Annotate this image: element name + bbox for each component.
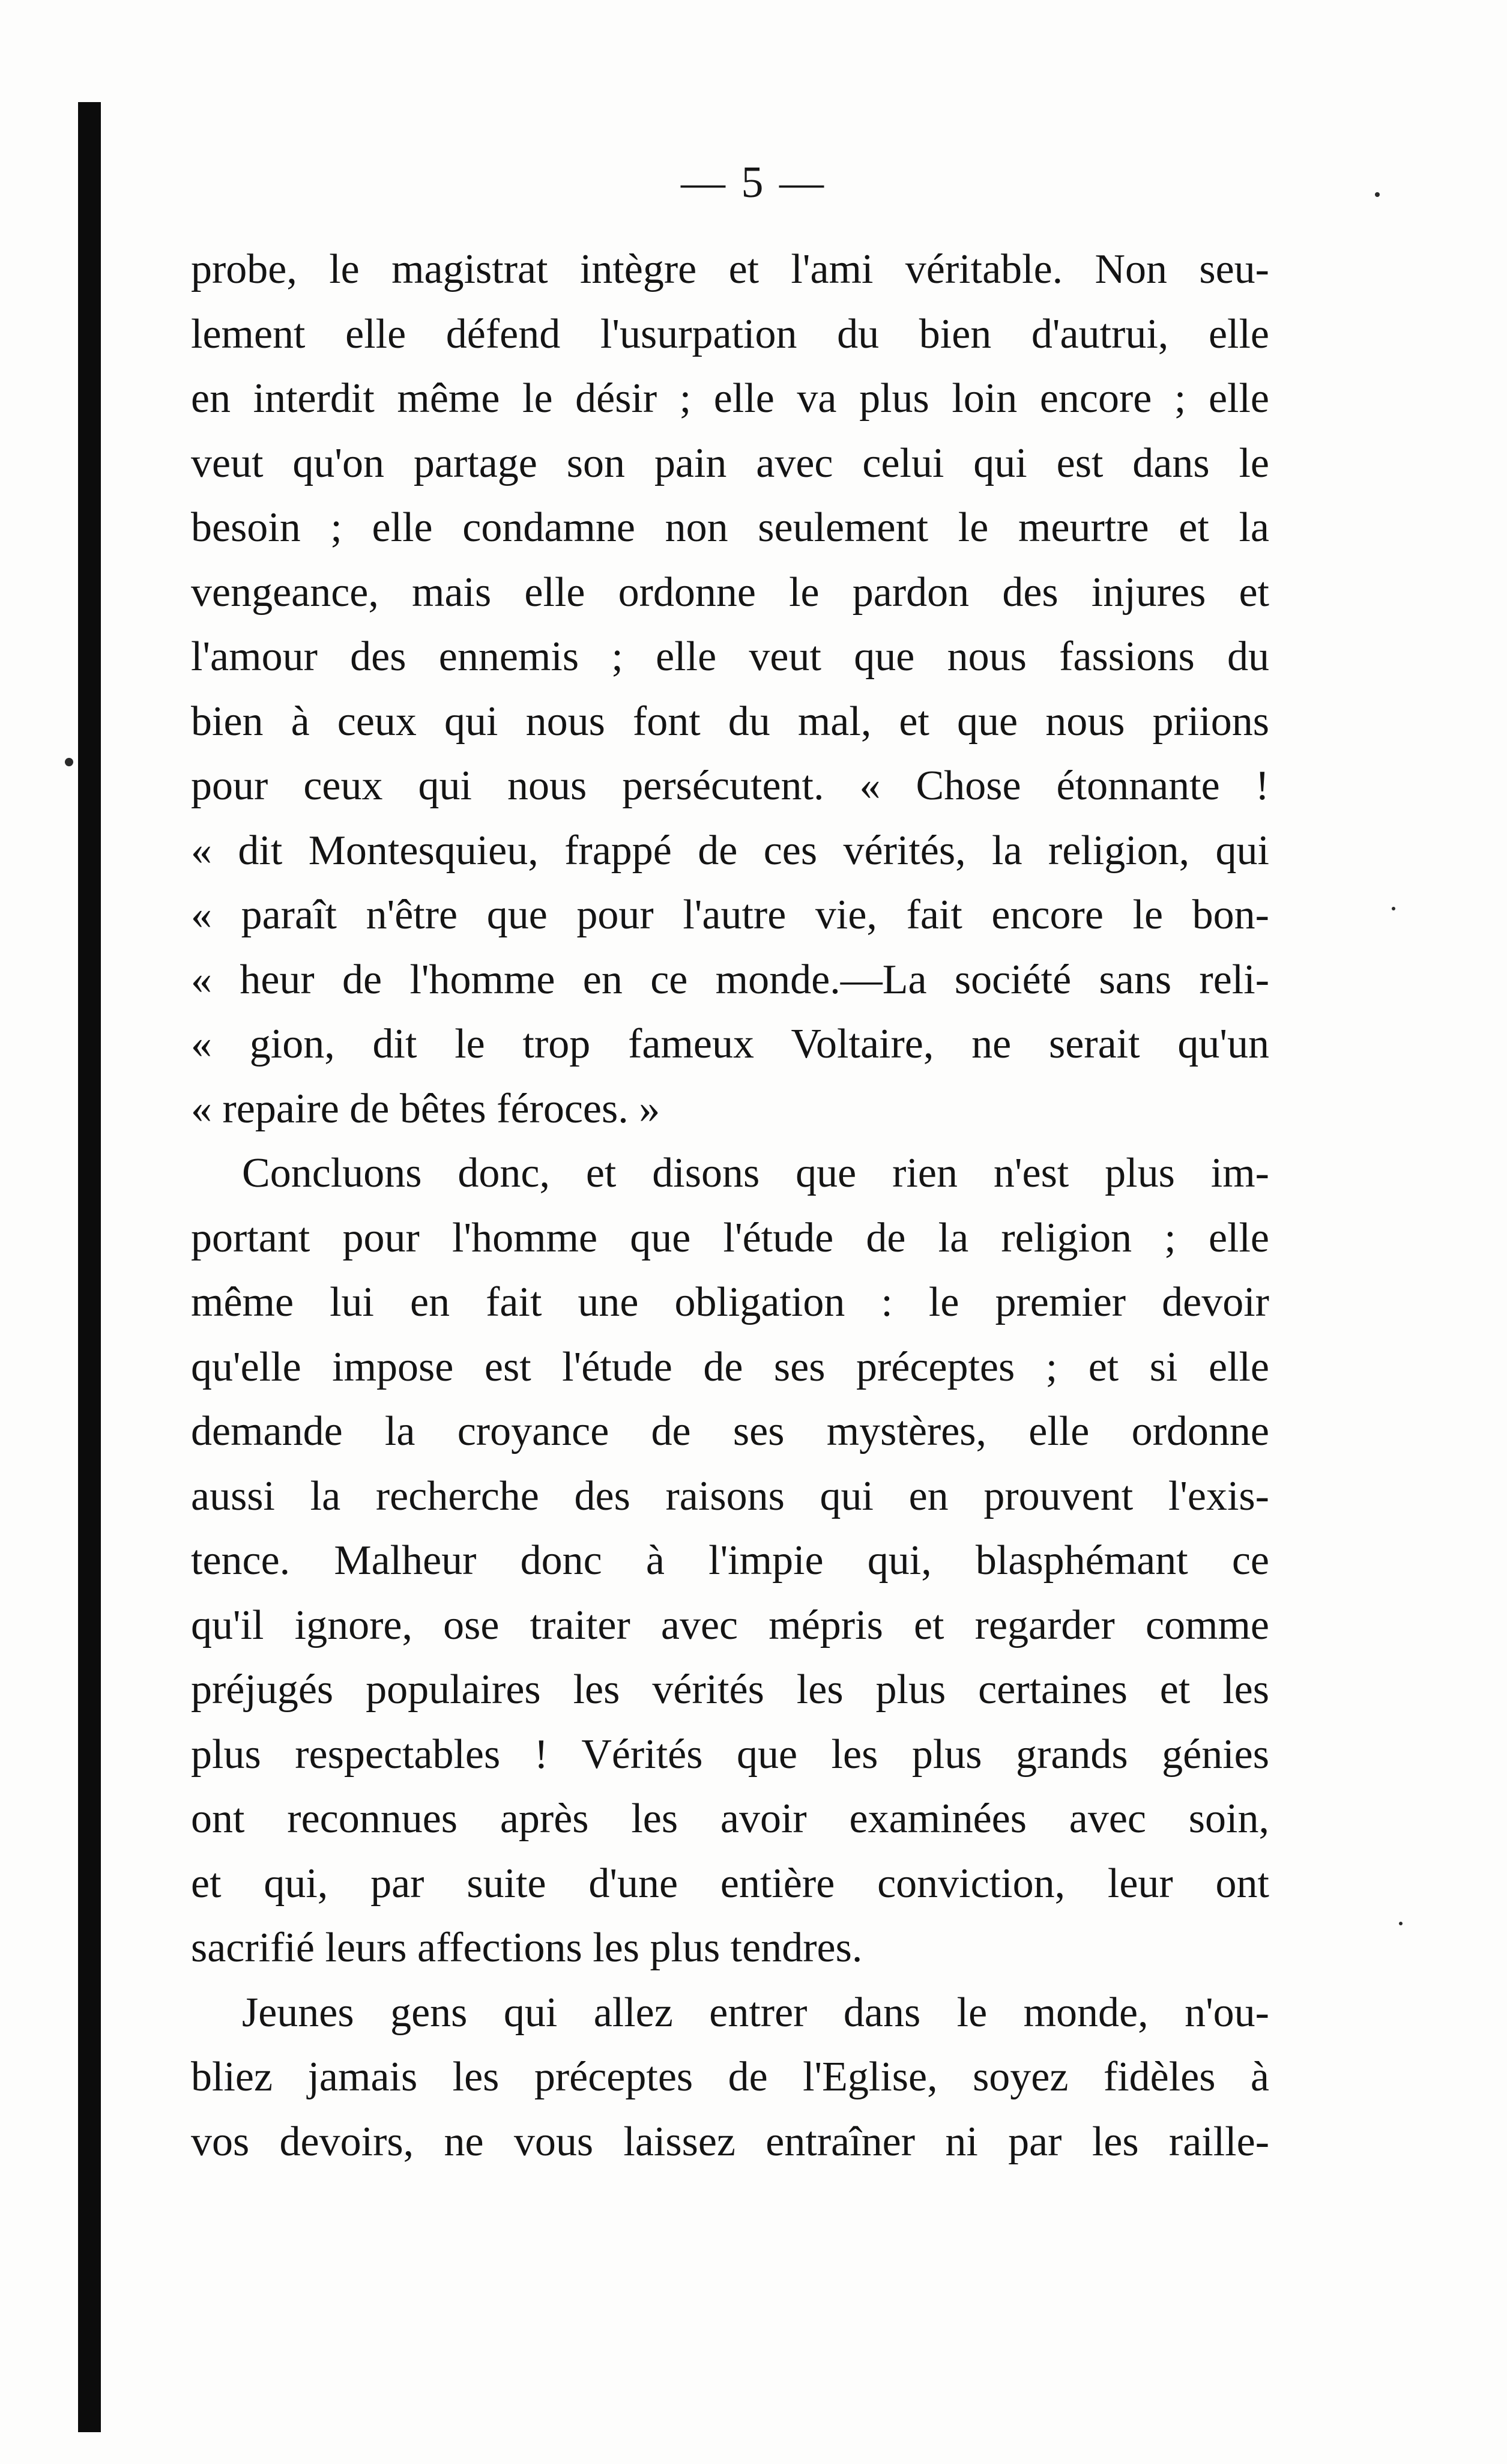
page-text bbox=[191, 237, 1269, 2174]
text-line: et qui, par suite d'une entière conviction, leur ont bbox=[191, 1860, 1269, 1907]
text-line: aussi la recherche des raisons qui en prouvent l'exis- bbox=[191, 1473, 1269, 1519]
text-line: demande la croyance de ses mystères, elle ordonne bbox=[191, 1408, 1269, 1454]
text-line: plus respectables ! Vérités que les plus grands génies bbox=[191, 1731, 1269, 1778]
text-line: « paraît n'être que pour l'autre vie, fait encore le bon- bbox=[191, 892, 1269, 938]
margin-speck bbox=[65, 758, 73, 766]
text-line: vos devoirs, ne vous laissez entraîner ni par les raille- bbox=[191, 2118, 1269, 2165]
text-line: qu'il ignore, ose traiter avec mépris et regarder comme bbox=[191, 1602, 1269, 1648]
margin-speck bbox=[1399, 1922, 1403, 1925]
text-line: « dit Montesquieu, frappé de ces vérités, la religion, qui bbox=[191, 827, 1269, 874]
text-line: qu'elle impose est l'étude de ses préceptes ; et si elle bbox=[191, 1343, 1269, 1390]
text-line: en interdit même le désir ; elle va plus loin encore ; elle bbox=[191, 375, 1269, 422]
text-line: lement elle défend l'usurpation du bien d'autrui, elle bbox=[191, 310, 1269, 357]
text-line: portant pour l'homme que l'étude de la religion ; elle bbox=[191, 1214, 1269, 1261]
text-line: besoin ; elle condamne non seulement le meurtre et la bbox=[191, 504, 1269, 551]
text-line: « heur de l'homme en ce monde.—La société sans reli- bbox=[191, 956, 1269, 1003]
text-line: Concluons donc, et disons que rien n'est plus im- bbox=[242, 1150, 1269, 1196]
text-line: probe, le magistrat intègre et l'ami véritable. Non seu- bbox=[191, 246, 1269, 292]
binding-shadow bbox=[78, 102, 101, 2432]
text-line: bien à ceux qui nous font du mal, et que nous priions bbox=[191, 698, 1269, 745]
text-line: vengeance, mais elle ordonne le pardon des injures et bbox=[191, 569, 1269, 616]
text-line: « repaire de bêtes féroces. » bbox=[191, 1085, 660, 1132]
text-line: pour ceux qui nous persécutent. « Chose étonnante ! bbox=[191, 763, 1269, 809]
text-line: Jeunes gens qui allez entrer dans le monde, n'ou- bbox=[242, 1989, 1269, 2036]
text-line: préjugés populaires les vérités les plus certaines et les bbox=[191, 1666, 1269, 1713]
text-line: « gion, dit le trop fameux Voltaire, ne serait qu'un bbox=[191, 1021, 1269, 1067]
text-line: l'amour des ennemis ; elle veut que nous fassions du bbox=[191, 634, 1269, 680]
text-line: bliez jamais les préceptes de l'Eglise, soyez fidèles à bbox=[191, 2054, 1269, 2100]
margin-speck bbox=[1392, 907, 1395, 910]
text-line: tence. Malheur donc à l'impie qui, blasphémant ce bbox=[191, 1537, 1269, 1584]
text-line: même lui en fait une obligation : le premier devoir bbox=[191, 1279, 1269, 1325]
text-line: ont reconnues après les avoir examinées avec soin, bbox=[191, 1796, 1269, 1842]
page-number: — 5 — bbox=[681, 158, 826, 207]
text-line: veut qu'on partage son pain avec celui qui est dans le bbox=[191, 440, 1269, 486]
text-line: sacrifié leurs affections les plus tendres. bbox=[191, 1925, 863, 1971]
